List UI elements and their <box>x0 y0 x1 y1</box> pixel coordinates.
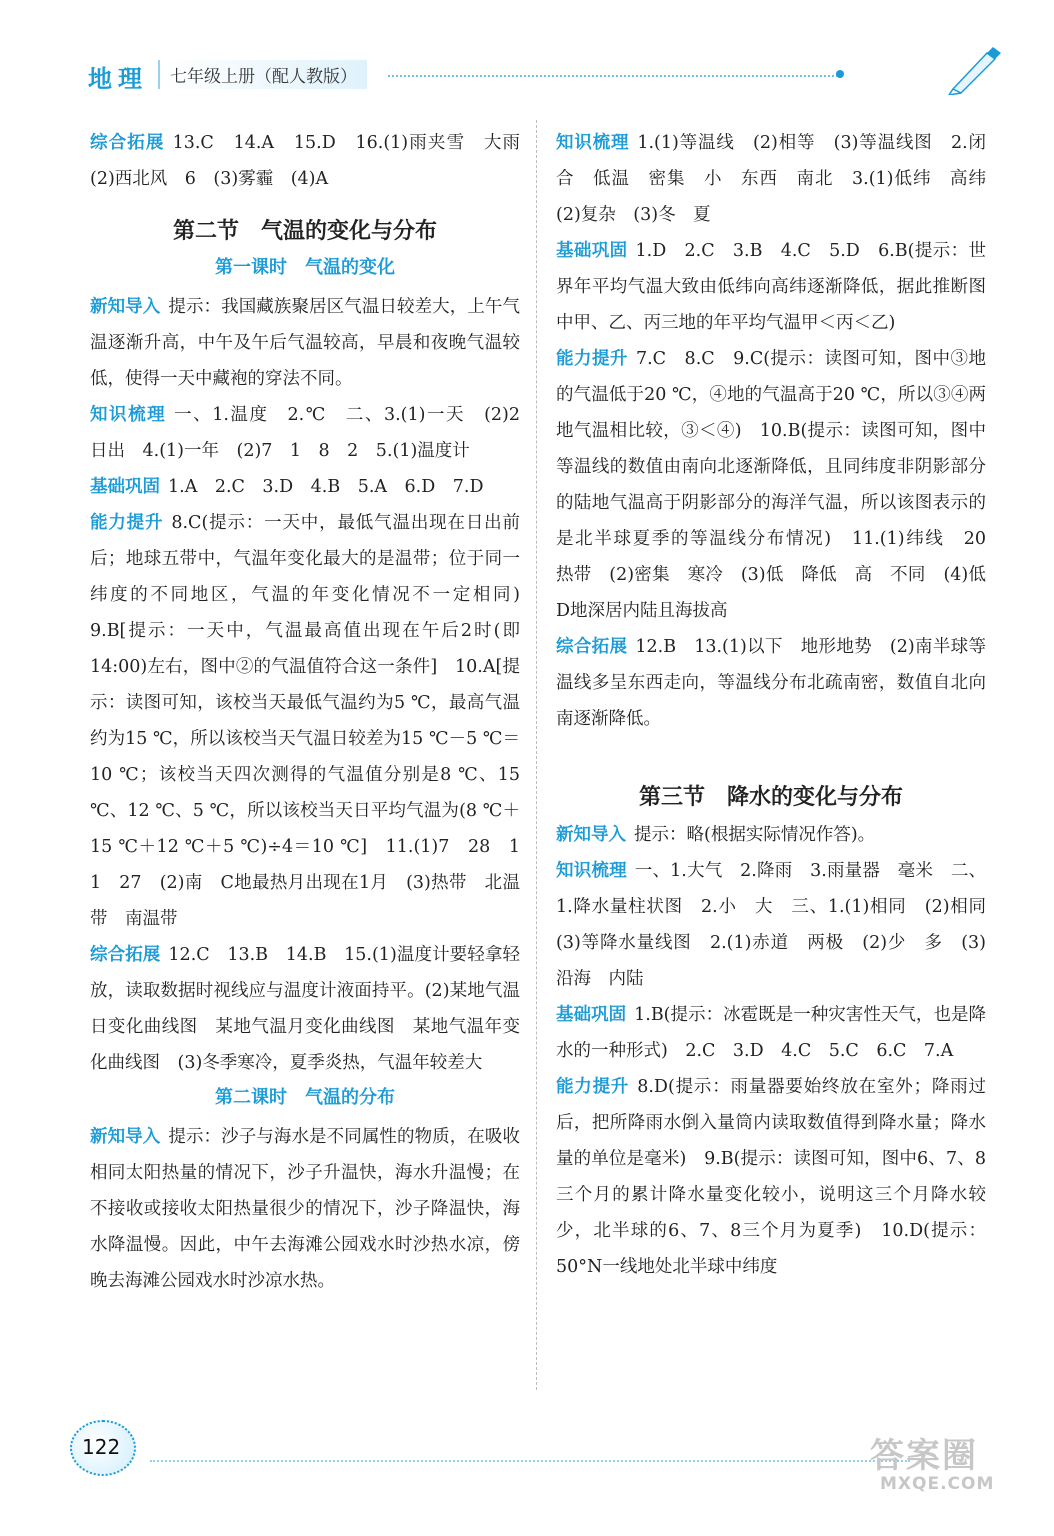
answer-paragraph <box>90 937 520 1081</box>
column-divider <box>536 120 537 1390</box>
answer-label: 新知导入 <box>90 297 161 317</box>
section-title-3: 第三节 降水的变化与分布 <box>638 784 903 810</box>
answer-label: 能力提升 <box>90 513 164 533</box>
answer-label: 基础巩固 <box>90 477 160 497</box>
pen-icon <box>943 45 1003 95</box>
answer-text: 1.A 2.C 3.D 4.B 5.A 6.D 7.D <box>168 477 484 497</box>
header-dot <box>836 70 844 78</box>
subject-title: 地理 <box>88 65 148 93</box>
answer-paragraph <box>90 505 538 937</box>
answer-text: 一、1.大气 2.降雨 3.雨量器 毫米 二、1.降水量柱状图 2.小 大 三、1.(1)相同 (2)相同 (3)等降水量线图 2.(1)赤道 两极 (2)少 多 (3)沿海 内陆 <box>556 861 1004 989</box>
answer-label: 能力提升 <box>556 349 628 369</box>
answer-paragraph <box>556 629 986 737</box>
answer-paragraph <box>556 1069 986 1285</box>
page-header <box>88 55 988 95</box>
answer-label: 综合拓展 <box>90 133 165 153</box>
answer-label: 基础巩固 <box>556 241 628 261</box>
lesson-title-1: 第一课时 气温的变化 <box>215 257 395 278</box>
section-title-2: 第二节 气温的变化与分布 <box>172 218 437 244</box>
answer-text: 1.(1)等温线 (2)相等 (3)等温线图 2.闭合 低温 密集 小 东西 南北 3.(1)低纬 高纬 (2)复杂 (3)冬 夏 <box>556 133 1004 225</box>
answer-label: 新知导入 <box>90 1127 161 1147</box>
answer-paragraph <box>90 469 520 505</box>
answer-paragraph <box>556 341 1004 629</box>
left-column <box>90 125 538 1299</box>
answer-paragraph <box>556 853 1004 997</box>
answer-label: 综合拓展 <box>556 637 628 657</box>
watermark-text: 答案圈 <box>870 1436 978 1476</box>
answer-text: 1.D 2.C 3.B 4.C 5.D 6.B(提示：世界年平均气温大致由低纬向高纬逐渐降低，据此推断图中甲、乙、丙三地的年平均气温甲＜丙＜乙) <box>556 241 986 333</box>
page-number: 122 <box>82 1435 121 1459</box>
answer-text: 8.D(提示：雨量器要始终放在室外；降雨过后，把所降雨水倒入量筒内读取数值得到降水量；降水量的单位是毫米) 9.B(提示：读图可知，图中6、7、8三个月的累计降水量变化较小，说明这三个月降水较少，北半球的6、7、8三个月为夏季) 10.D(提示：50°N一线地处北半球中纬度 <box>556 1077 986 1277</box>
page-footer <box>60 1420 1000 1480</box>
answer-label: 综合拓展 <box>90 945 161 965</box>
answer-text: 一、1.温度 2.℃ 二、3.(1)一天 (2)2 日出 4.(1)一年 (2)7 1 8 2 5.(1)温度计 <box>90 405 538 461</box>
answer-paragraph <box>556 125 1004 233</box>
answer-label: 知识梳理 <box>90 405 167 425</box>
answer-text: 提示：我国藏族聚居区气温日较差大，上午气温逐渐升高，中午及午后气温较高，早晨和夜晚气温较低，使得一天中藏袍的穿法不同。 <box>90 297 521 389</box>
answer-label: 新知导入 <box>556 825 626 845</box>
answer-paragraph <box>90 397 538 469</box>
footer-dotted-rule <box>150 1460 910 1462</box>
answer-text: 提示：沙子与海水是不同属性的物质，在吸收相同太阳热量的情况下，沙子升温快，海水升温慢；在不接收或接收太阳热量很少的情况下，沙子降温快，海水降温慢。因此，中午去海滩公园戏水时沙热水凉，傍晚去海滩公园戏水时沙凉水热。 <box>90 1127 521 1291</box>
answer-label: 能力提升 <box>556 1077 630 1097</box>
answer-paragraph <box>90 125 538 197</box>
answer-text: 1.B(提示：冰雹既是一种灾害性天气，也是降水的一种形式) 2.C 3.D 4.C 5.C 6.C 7.A <box>556 1005 987 1061</box>
answer-text: 12.C 13.B 14.B 15.(1)温度计要轻拿轻放，读取数据时视线应与温度计液面持平。(2)某地气温日变化曲线图 某地气温月变化曲线图 某地气温年变化曲线图 (3)冬季寒冷，夏季炎热，气温年较差大 <box>90 945 520 1073</box>
watermark-url: MXQE.COM <box>880 1474 995 1494</box>
watermark-logo <box>870 1428 1020 1508</box>
answer-paragraph <box>90 289 520 397</box>
answer-paragraph <box>556 997 986 1069</box>
answer-paragraph <box>90 1119 520 1299</box>
answer-text: 13.C 14.A 15.D 16.(1)雨夹雪 大雨 (2)西北风 6 (3)雾霾 (4)A <box>90 133 538 189</box>
answer-paragraph <box>556 233 986 341</box>
grade-edition-tag: 七年级上册（配人教版） <box>158 60 367 89</box>
answer-label: 知识梳理 <box>556 861 627 881</box>
answer-label: 知识梳理 <box>556 133 630 153</box>
answer-text: 12.B 13.(1)以下 地形地势 (2)南半球等温线多呈东西走向，等温线分布北疏南密，数值自北向南逐渐降低。 <box>556 637 987 729</box>
header-dotted-rule <box>388 75 838 77</box>
answer-text: 7.C 8.C 9.C(提示：读图可知，图中③地的气温低于20 ℃，④地的气温高于20 ℃，所以③④两地气温相比较，③＜④) 10.B(提示：读图可知，图中等温线的数值由南向北逐渐降低，且同纬度非阴影部分的陆地气温高于阴影部分的海洋气温，所以该图表示的是北半球夏季的等温线分布情况) 11.(1)纬线 20 热带 (2)密集 寒冷 (3)低 降低 高 不同 (4)低 D地深居内陆且海拔高 <box>556 349 1004 621</box>
lesson-title-2: 第二课时 气温的分布 <box>215 1087 395 1108</box>
right-column <box>556 125 1004 1285</box>
answer-label: 基础巩固 <box>556 1005 627 1025</box>
answer-paragraph <box>556 817 986 853</box>
answer-text: 8.C(提示：一天中，最低气温出现在日出前后；地球五带中，气温年变化最大的是温带；位于同一纬度的不同地区，气温的年变化情况不一定相同) 9.B[提示：一天中，气温最高值出现在午后2时(即14:00)左右，图中②的气温值符合这一条件] 10.A[提示：读图可知，该校当天最低气温约为5 ℃，最高气温约为15 ℃，所以该校当天气温日较差为15 ℃－5 ℃＝10 ℃；该校当天四次测得的气温值分别是8 ℃、15 ℃、12 ℃、5 ℃，所以该校当天日平均气温为(8 ℃＋15 ℃＋12 ℃＋5 ℃)÷4＝10 ℃] 11.(1)7 28 1 1 27 (2)南 C地最热月出现在1月 (3)热带 北温带 南温带 <box>90 513 538 929</box>
answer-text: 提示：略(根据实际情况作答)。 <box>634 825 876 845</box>
